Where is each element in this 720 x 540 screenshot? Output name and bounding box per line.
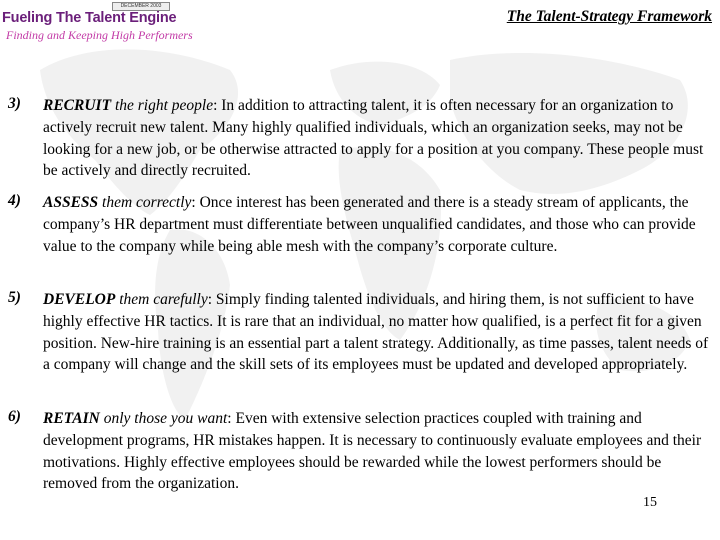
list-item bbox=[8, 289, 716, 376]
item-body: : In addition to attracting talent, it is often necessary for an organization to actively recruit new talent. Many highly qualified individuals, which an organization seeks, may not be looking for a new job, or be otherwise attracted to apply for a position at you company. These people must be actively and directly recruited. bbox=[43, 97, 704, 180]
item-text bbox=[43, 408, 715, 495]
item-number: 4) bbox=[8, 192, 21, 209]
item-keyword: DEVELOP bbox=[43, 291, 116, 308]
logo-title: Fueling The Talent Engine bbox=[2, 10, 177, 26]
item-text bbox=[43, 289, 715, 376]
item-keyword: ASSESS bbox=[43, 194, 99, 211]
item-keyword: RETAIN bbox=[43, 410, 100, 427]
item-body: : Simply finding talented individuals, and hiring them, is not sufficient to have highly effective HR tactics. It is rare that an individual, no matter how qualified, is a perfect fit for a given position. New-hire training is an essential part a talent strategy. Additionally, as time passes, talent needs of a company will change and the skill sets of its employees must be updated and developed appropriately. bbox=[43, 291, 709, 374]
item-text bbox=[43, 95, 715, 182]
item-number: 6) bbox=[8, 408, 21, 425]
list-item bbox=[8, 95, 716, 182]
logo-badge: DECEMBER 2003 bbox=[112, 2, 170, 11]
item-text bbox=[43, 192, 715, 257]
item-keyword-rest: only those you want bbox=[99, 410, 228, 427]
list-item bbox=[8, 408, 716, 495]
slide-title: The Talent-Strategy Framework bbox=[506, 8, 712, 25]
item-body: : Once interest has been generated and there is a steady stream of applicants, the company’s HR department must differentiate between unqualified candidates, and those who can provide value to the company while being able mesh with the company’s corporate culture. bbox=[43, 194, 696, 255]
page-number: 15 bbox=[643, 495, 657, 510]
item-number: 5) bbox=[8, 289, 21, 306]
item-keyword: RECRUIT bbox=[43, 97, 112, 114]
item-body: : Even with extensive selection practices coupled with training and development programs, HR mistakes happen. It is necessary to continuously evaluate employees and their motivations. Highly effective employees should be rewarded while the lowest performers should be removed from the organization. bbox=[43, 410, 702, 493]
item-keyword-rest: them carefully bbox=[115, 291, 208, 308]
logo bbox=[2, 2, 193, 52]
item-keyword-rest: them correctly bbox=[98, 194, 192, 211]
logo-subtitle: Finding and Keeping High Performers bbox=[6, 28, 193, 42]
item-keyword-rest: the right people bbox=[111, 97, 214, 114]
item-number: 3) bbox=[8, 95, 21, 112]
list-item bbox=[8, 192, 716, 257]
